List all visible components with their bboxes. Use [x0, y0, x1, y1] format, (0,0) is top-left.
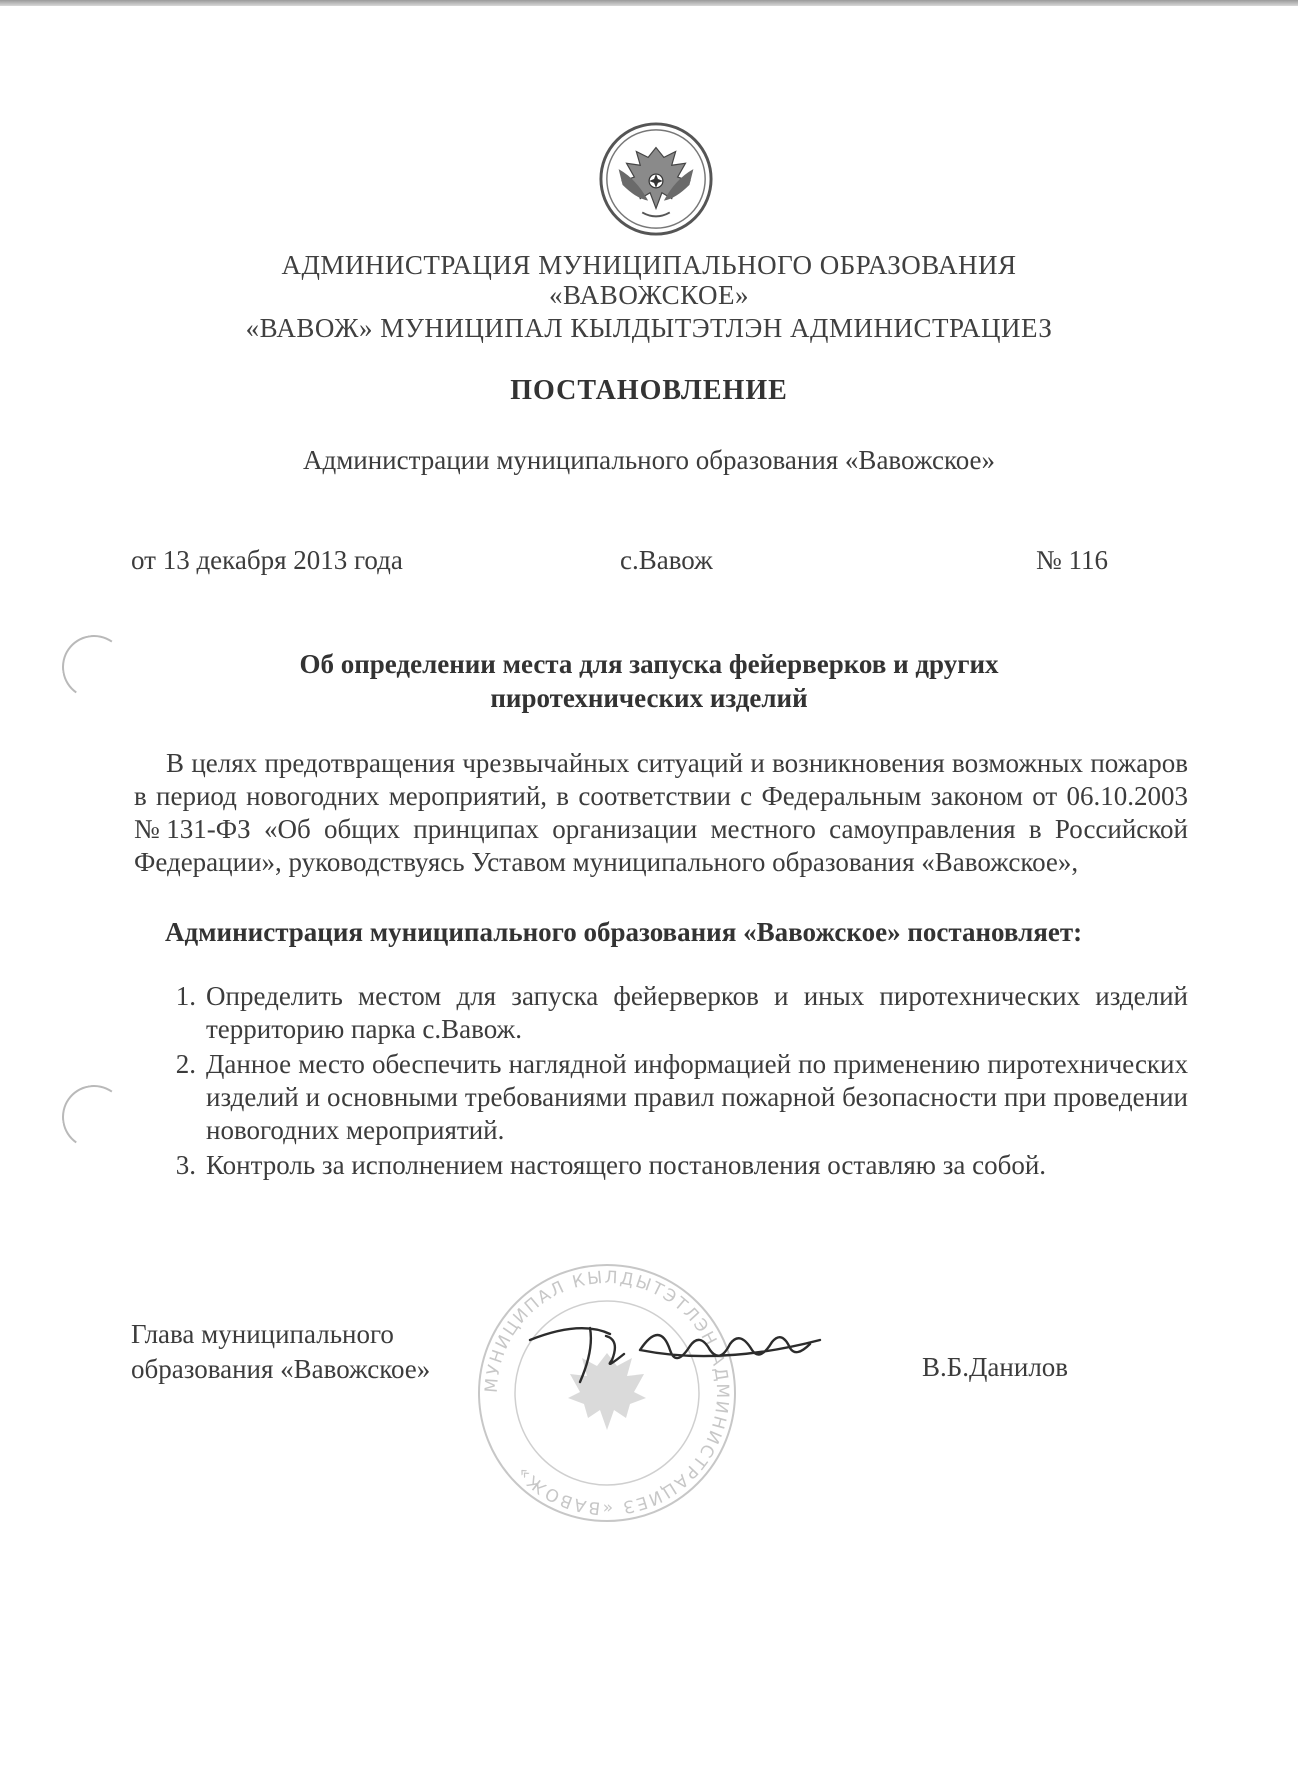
subject-line-1: Об определении места для запуска фейерверков и других	[299, 649, 999, 679]
subject-line-2: пиротехнических изделий	[490, 683, 808, 713]
resolution-list	[134, 980, 1188, 1184]
signatory-name: В.Б.Данилов	[922, 1352, 1069, 1382]
seal-text: МУНИЦИПАЛ КЫЛДЫТЭТЛЭН АДМИНИСТРАЦИЕЗ «ВАВОЖ»	[481, 1267, 733, 1519]
list-item	[134, 1149, 1188, 1182]
document-date: от 13 декабря 2013 года	[131, 545, 403, 575]
item-number: 2.	[175, 1049, 196, 1079]
decree-line: Администрация муниципального образования «Вавожское» постановляет:	[165, 917, 1083, 947]
item-text: Контроль за исполнением настоящего постановления оставляю за собой.	[206, 1150, 1047, 1180]
handwritten-signature	[520, 1310, 880, 1390]
punch-hole-mark	[57, 1080, 131, 1154]
document-place: с.Вавож	[620, 545, 713, 575]
item-text: Определить местом для запуска фейерверков и иных пиротехнических изделий территорию парка с.Вавож.	[206, 981, 1188, 1044]
item-number: 3.	[175, 1150, 196, 1180]
header-line-1: АДМИНИСТРАЦИЯ МУНИЦИПАЛЬНОГО ОБРАЗОВАНИЯ	[281, 250, 1017, 280]
header-line-2: «ВАВОЖСКОЕ»	[549, 280, 749, 310]
coat-of-arms-icon	[597, 120, 715, 238]
signatory-position	[131, 1317, 430, 1387]
list-item	[134, 980, 1188, 1046]
issuer-line: Администрации муниципального образования «Вавожское»	[302, 445, 996, 475]
header-line-3: «ВАВОЖ» МУНИЦИПАЛ КЫЛДЫТЭТЛЭН АДМИНИСТРАЦИЕЗ	[245, 313, 1053, 343]
preamble-paragraph: В целях предотвращения чрезвычайных ситуаций и возникновения возможных пожаров в период новогодних мероприятий, в соответствии с Федеральным законом от 06.10.2003 №131-ФЗ «Об общих принципах организации местного самоуправления в Российской Федерации», руководствуясь Уставом муниципального образования «Вавожское»,	[134, 748, 1188, 877]
document-title: ПОСТАНОВЛЕНИЕ	[510, 375, 788, 406]
position-line-2: образования «Вавожское»	[131, 1354, 431, 1384]
item-number: 1.	[175, 981, 196, 1011]
position-line-1: Глава муниципального	[131, 1319, 394, 1349]
list-item	[134, 1048, 1188, 1147]
document-number: № 116	[1036, 545, 1109, 575]
scan-edge	[0, 0, 1298, 6]
item-text: Данное место обеспечить наглядной информацией по применению пиротехнических изделий и основными требованиями правил пожарной безопасности при проведении новогодних мероприятий.	[206, 1049, 1188, 1145]
official-seal	[472, 1258, 742, 1528]
